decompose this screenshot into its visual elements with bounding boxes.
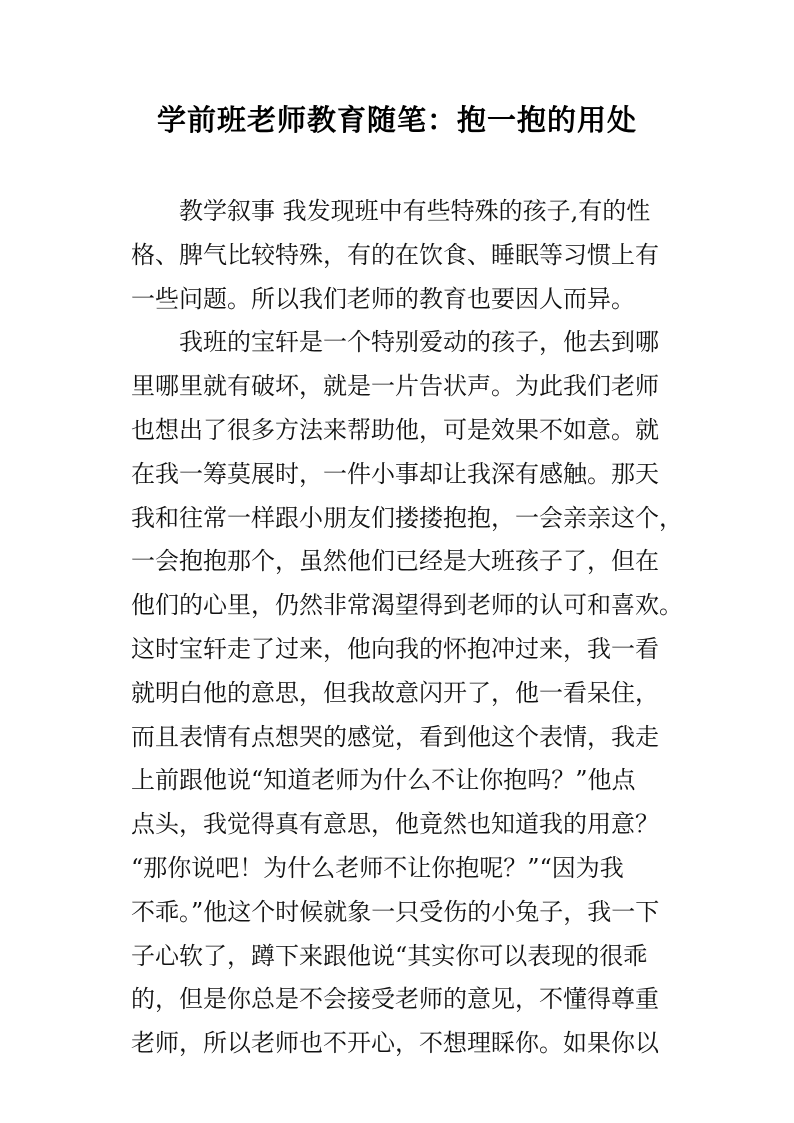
paragraph-2-line: 我班的宝轩是一个特别爱动的孩子，他去到哪	[179, 328, 659, 357]
paragraph-1-line: 教学叙事 我发现班中有些特殊的孩子,有的性	[179, 197, 651, 225]
paragraph-2-line: 一会抱抱那个，虽然他们已经是大班孩子了，但在	[131, 547, 659, 576]
paragraph-2-line: 点头，我觉得真有意思，他竟然也知道我的用意？	[131, 810, 659, 839]
paragraph-2-line: 子心软了，蹲下来跟他说“其实你可以表现的很乖	[131, 941, 648, 970]
paragraph-2-line: 的，但是你总是不会接受老师的意见，不懂得尊重	[131, 985, 659, 1014]
paragraph-2-line: 我和往常一样跟小朋友们搂搂抱抱，一会亲亲这个，	[131, 503, 683, 532]
paragraph-1-line: 一些问题。所以我们老师的教育也要因人而异。	[131, 284, 635, 313]
paragraph-2-line: 这时宝轩走了过来，他向我的怀抱冲过来，我一看	[131, 634, 659, 663]
document-body	[131, 190, 683, 1066]
paragraph-1-line: 格、脾气比较特殊，有的在饮食、睡眠等习惯上有	[131, 240, 659, 269]
paragraph-2-line: 在我一筹莫展时，一件小事却让我深有感触。那天	[131, 459, 659, 488]
paragraph-2-line: 不乖。”他这个时候就象一只受伤的小兔子，我一下	[131, 897, 660, 926]
paragraph-2-line: “那你说吧！为什么老师不让你抱呢？”“因为我	[131, 853, 624, 882]
paragraph-2-line: 里哪里就有破坏，就是一片告状声。为此我们老师	[131, 372, 659, 401]
paragraph-2-line: 而且表情有点想哭的感觉，看到他这个表情，我走	[131, 722, 659, 751]
paragraph-2-line: 上前跟他说“知道老师为什么不让你抱吗？”他点	[131, 766, 636, 795]
paragraph-2-line: 就明白他的意思，但我故意闪开了，他一看呆住，	[131, 678, 659, 707]
document-title: 学前班老师教育随笔：抱一抱的用处	[156, 103, 637, 137]
paragraph-2-line: 他们的心里，仍然非常渴望得到老师的认可和喜欢。	[131, 591, 683, 620]
paragraph-2-line: 老师，所以老师也不开心，不想理睬你。如果你以	[131, 1029, 659, 1058]
paragraph-2-line: 也想出了很多方法来帮助他，可是效果不如意。就	[131, 415, 659, 444]
